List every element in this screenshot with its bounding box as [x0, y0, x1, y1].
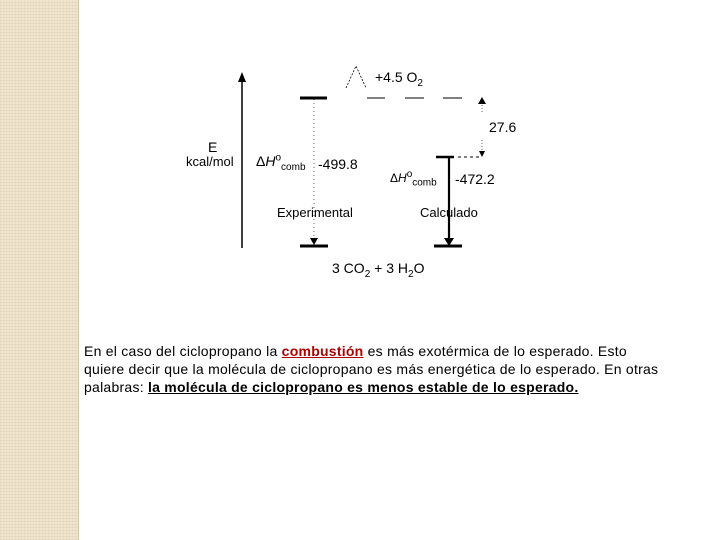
- experimental-arrowhead: [310, 238, 318, 245]
- gap-arrowhead-down: [479, 151, 485, 157]
- top-reactant-label: [375, 69, 423, 89]
- standard-state-degree-calc: o: [406, 169, 413, 180]
- products-h2o-subscript: 2: [408, 268, 414, 280]
- combustion-keyword: combustión: [281, 343, 364, 359]
- gap-value-label: 27.6: [489, 119, 517, 135]
- calculated-value: -472.2: [455, 171, 495, 187]
- products-co2-subscript: 2: [364, 268, 371, 280]
- explanation-text-2: es más exotérmica de lo esperado. Esto quiere decir que la molécula de ciclopropano es más energética de lo esperado. En otras palabras:: [84, 343, 659, 395]
- combustion-subscript: comb: [281, 161, 306, 173]
- experimental-enthalpy-label: [256, 152, 306, 173]
- gap-arrowhead-up: [478, 97, 486, 104]
- standard-state-degree: o: [275, 152, 282, 164]
- products-h2o-o: O: [413, 260, 425, 276]
- delta-symbol-calc: Δ: [390, 171, 399, 185]
- top-reactant-text: +4.5 O: [375, 69, 418, 85]
- cyclopropane-molecule-icon: [346, 66, 366, 88]
- enthalpy-symbol-calc: H: [398, 171, 407, 185]
- axis-label-energy: E: [208, 139, 218, 155]
- explanation-paragraph: [84, 342, 664, 396]
- products-h2o: + 3 H: [370, 260, 408, 276]
- axis-label-unit: kcal/mol: [186, 154, 234, 169]
- enthalpy-symbol: H: [265, 153, 276, 169]
- calculated-enthalpy-label: [390, 169, 437, 189]
- products-label: [332, 260, 425, 280]
- explanation-text-1: En el caso del ciclopropano la: [84, 343, 282, 359]
- combustion-subscript-calc: comb: [412, 177, 437, 189]
- label-experimental: Experimental: [277, 205, 353, 220]
- top-reactant-subscript: 2: [417, 77, 423, 89]
- experimental-value: -499.8: [318, 156, 358, 172]
- delta-symbol: Δ: [256, 153, 266, 169]
- products-co2: 3 CO: [332, 260, 365, 276]
- energy-axis-arrowhead: [238, 72, 246, 82]
- conclusion-text: la molécula de ciclopropano es menos estable de lo esperado.: [147, 379, 579, 395]
- label-calculated: Calculado: [420, 205, 478, 220]
